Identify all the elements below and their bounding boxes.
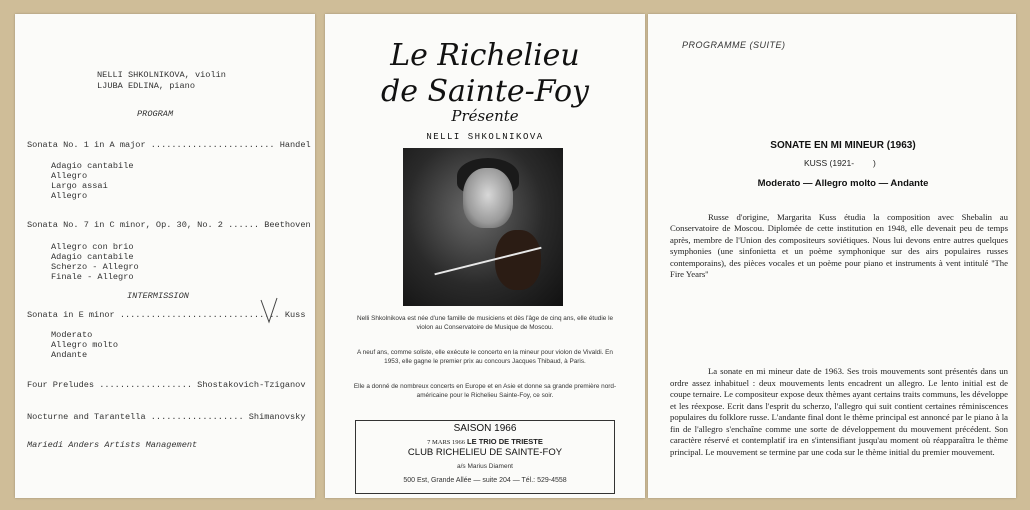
address: 500 Est, Grande Allée — suite 204 — Tél.: 529-4558	[403, 477, 567, 484]
artist-photo	[403, 148, 563, 306]
right-page	[648, 14, 1016, 498]
work-3-mvt-1: Moderato	[51, 330, 93, 340]
composer: KUSS (1921- )	[804, 158, 876, 168]
work-title: SONATE EN MI MINEUR (1963)	[770, 140, 916, 151]
next-event-name: LE TRIO DE TRIESTE	[467, 437, 543, 446]
title-line-1: Le Richelieu	[390, 38, 580, 73]
work-1-mvt-1: Adagio cantabile	[51, 161, 134, 171]
work-4-line: Four Preludes .................. Shostakovich-Tziganov	[27, 380, 306, 390]
work-1-mvt-3: Largo assai	[51, 181, 108, 191]
next-event	[356, 437, 614, 446]
saison: SAISON 1966	[453, 423, 517, 434]
work-1-line: Sonata No. 1 in A major ........................ Handel	[27, 140, 311, 150]
work-2-mvt-4: Finale - Allegro	[51, 272, 134, 282]
photo-face	[463, 168, 513, 228]
work-2-line: Sonata No. 7 in C minor, Op. 30, No. 2 ...... Beethoven	[27, 220, 311, 230]
next-event-date: 7 MARS 1966	[427, 439, 466, 446]
work-3-mvt-3: Andante	[51, 350, 88, 360]
bio-paragraph-3: Elle a donné de nombreux concerts en Europe et en Asie et donne sa grande première nord-américaine pour le Richelieu Sainte-Foy, ce soir.	[353, 383, 617, 399]
bio-paragraph-1: Nelli Shkolnikova est née d'une famille de musiciens et dès l'âge de cinq ans, elle étudie le violon au Conservatoire de Musique de Moscou.	[356, 315, 614, 331]
checkmark-icon	[257, 296, 281, 326]
artist-name: NELLI SHKOLNIKOVA	[426, 132, 544, 142]
title-line-2: de Sainte-Foy	[381, 74, 589, 109]
contact: a/s Marius Diament	[457, 463, 513, 470]
work-5-line: Nocturne and Tarantella .................. Shimanovsky	[27, 412, 306, 422]
work-3-mvt-2: Allegro molto	[51, 340, 119, 350]
program-heading: PROGRAM	[137, 109, 174, 119]
work-2-mvt-2: Adagio cantabile	[51, 252, 134, 262]
performer-1: NELLI SHKOLNIKOVA, violin	[97, 70, 226, 80]
work-2-mvt-1: Allegro con brio	[51, 242, 134, 252]
bio-paragraph-2: A neuf ans, comme soliste, elle exécute le concerto en la mineur pour violon de Vivaldi. En 1953, elle gagne le premier prix au concours Jacques Thibaud, à Paris.	[356, 349, 613, 365]
intermission: INTERMISSION	[127, 291, 189, 301]
paragraph-1: Russe d'origine, Margarita Kuss étudia la composition avec Shebalin au Conservatoire de Moscou. Diplomée de cette institution en 1948, elle devenait peu de temps après, membre de l'Union des compositeurs soviétiques. Nous lui devons entre autres quelques symphonies (une sinfonietta et un poème symphonique sur des airs populaires russes contemporains), des pièces vocales et un poème pour piano et instruments à vent intitulé ''The Fire Years''	[670, 212, 1008, 280]
photo-violin	[495, 230, 541, 290]
left-page	[15, 14, 315, 498]
work-2-mvt-3: Scherzo - Allegro	[51, 262, 139, 272]
season-box	[355, 420, 615, 494]
work-1-mvt-2: Allegro	[51, 171, 88, 181]
work-1-mvt-4: Allegro	[51, 191, 88, 201]
center-page	[325, 14, 645, 498]
performer-2: LJUBA EDLINA, piano	[97, 81, 195, 91]
presente: Présente	[451, 107, 519, 125]
programme-heading: PROGRAMME (SUITE)	[682, 40, 786, 50]
club-name: CLUB RICHELIEU DE SAINTE-FOY	[407, 447, 563, 458]
management: Mariedi Anders Artists Management	[27, 440, 198, 450]
paragraph-2: La sonate en mi mineur date de 1963. Ses trois mouvements sont présentés dans un ordre assez inhabituel : deux mouvements lents encadrent un allegro. Le lento initial est de coupe ternaire. Le compositeur expose deux thèmes ayant certains traits communs, les développe et les réexpose. Ecrit dans l'esprit du scherzo, l'allegro qui suit contient certaines réminiscences populaires du folklore russe. L'andante final dont le thème principal est annoncé par le piano à la fin de l'allegro s'enchaîne comme une sorte de développement du mouvement précédent. Son caractère réservé et contemplatif ira en s'intensifiant jusqu'au moment où réapparaîtra le thème principal. Le mouvement se termine par une coda sur le thème initial du premier mouvement.	[670, 366, 1008, 457]
movements: Moderato — Allegro molto — Andante	[757, 178, 929, 189]
work-3-line: Sonata in E minor ............................... Kuss	[27, 310, 306, 320]
